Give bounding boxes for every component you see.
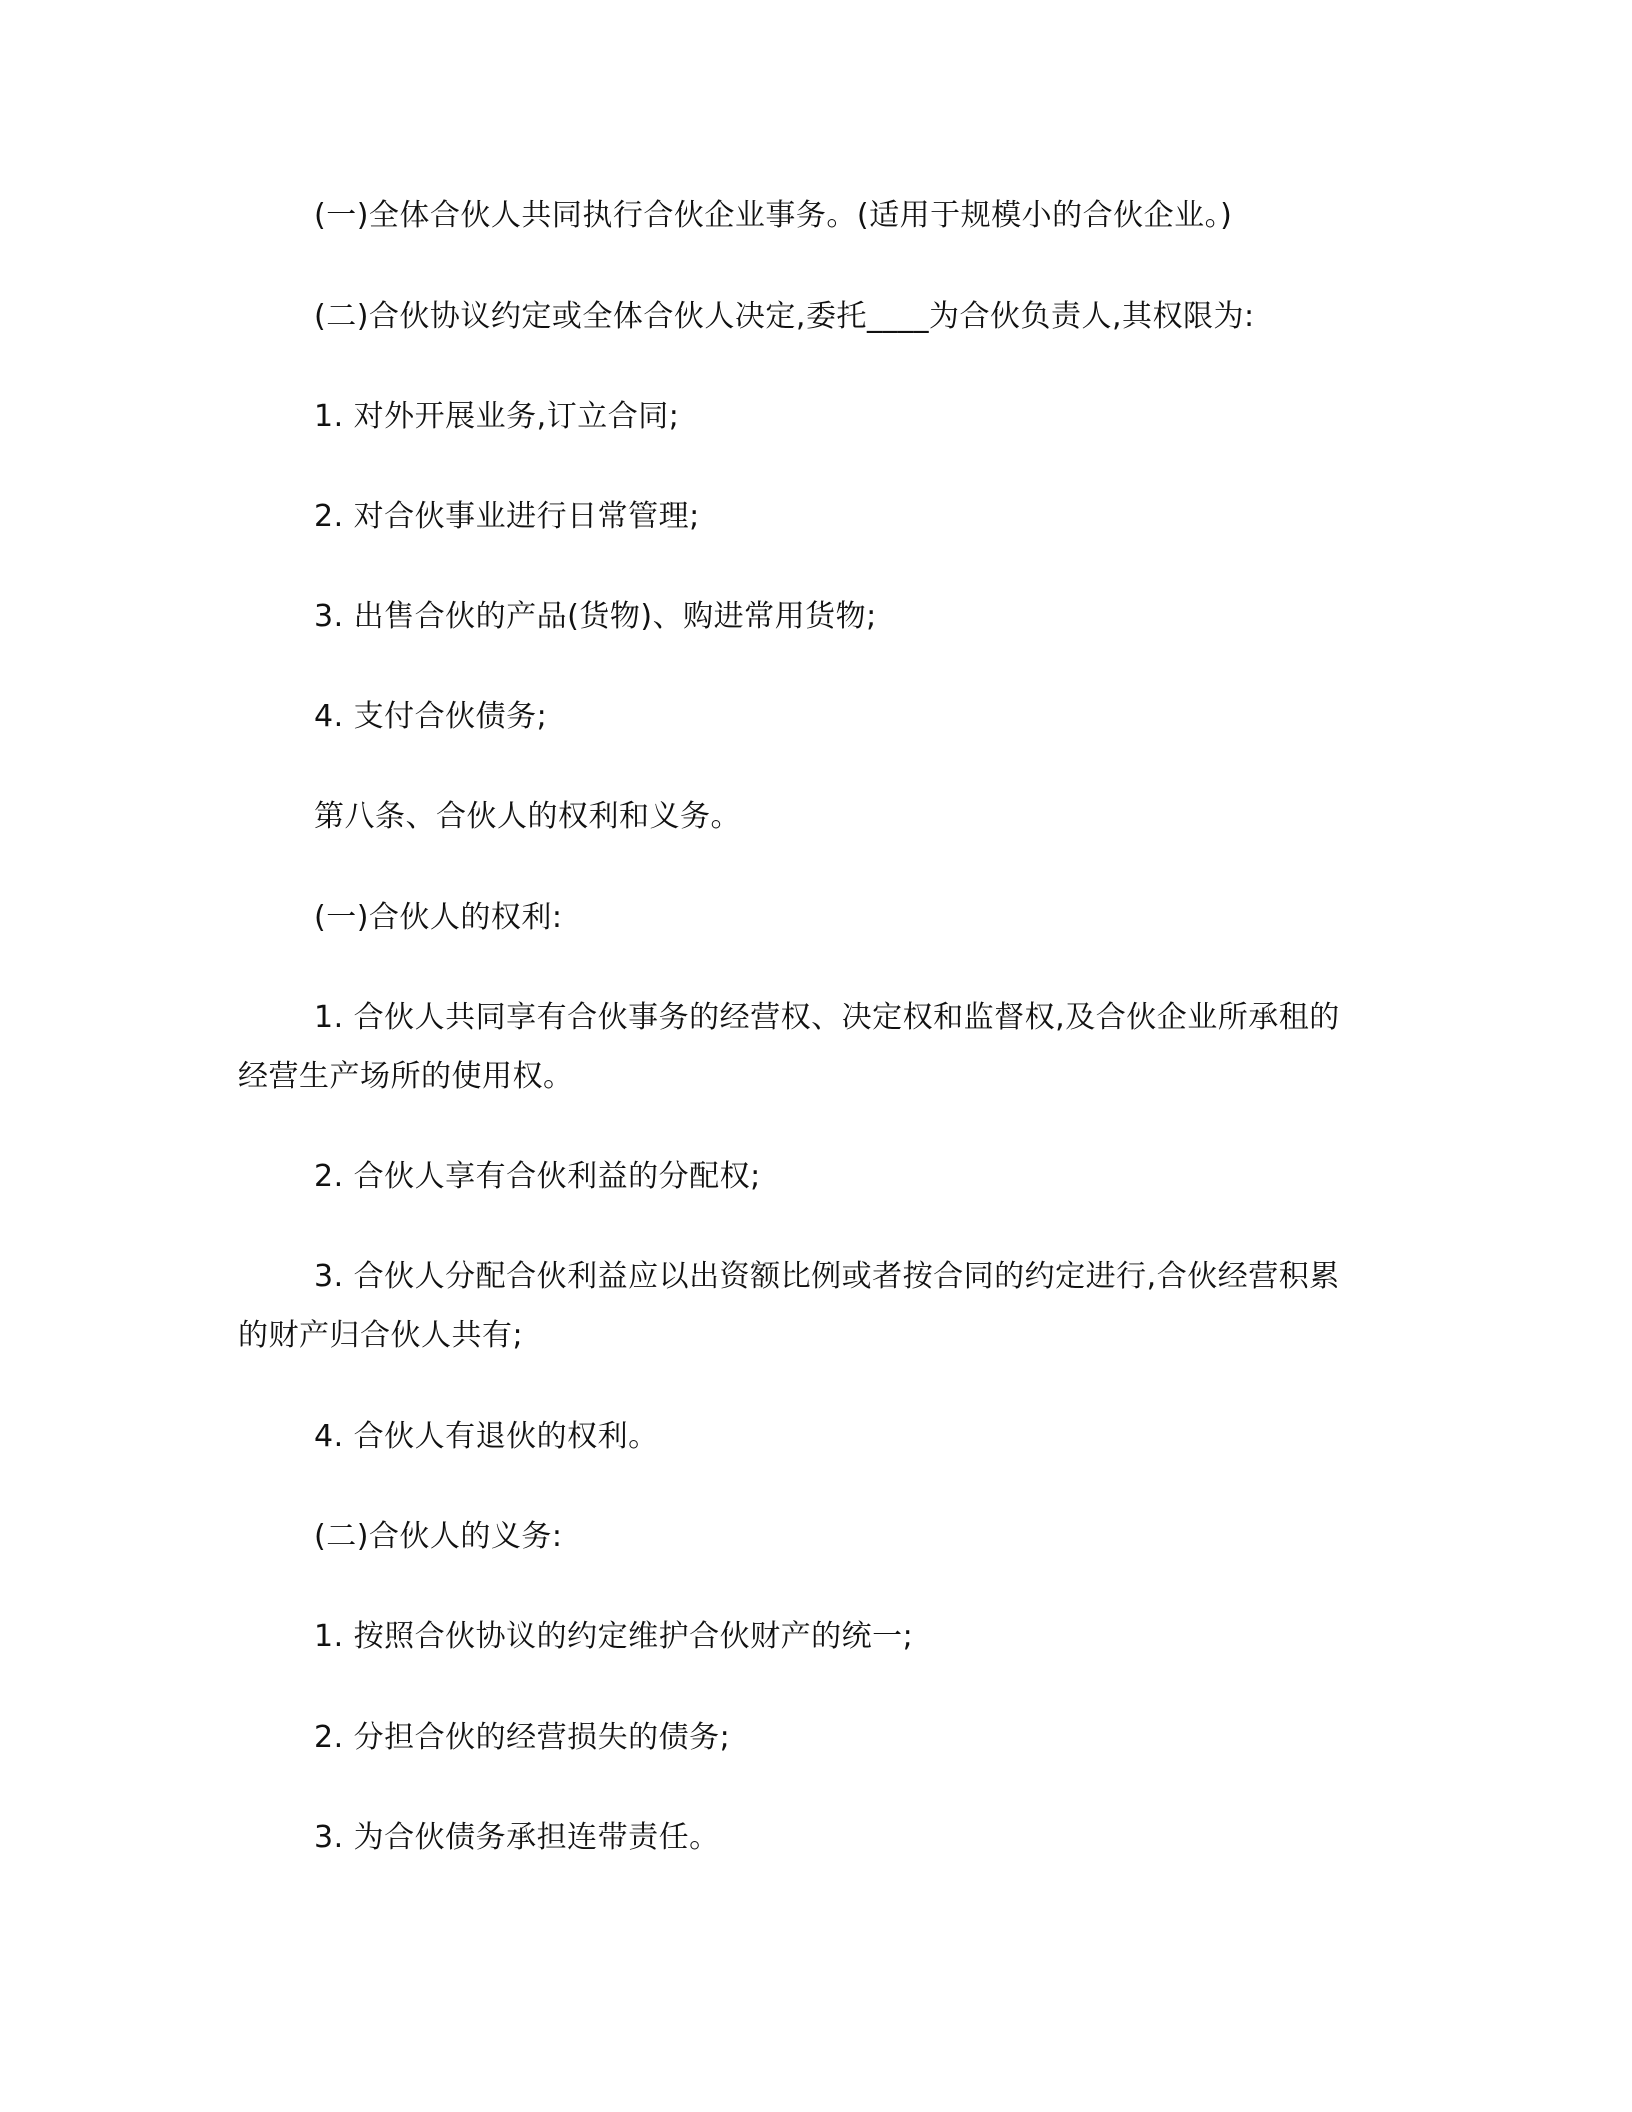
paragraph-11-line-1: 3. 合伙人分配合伙利益应以出资额比例或者按合同的约定进行,合伙经营积累 bbox=[314, 1259, 1340, 1294]
paragraph-5: 3. 出售合伙的产品(货物)、购进常用货物; bbox=[314, 599, 877, 634]
paragraph-1: (一)全体合伙人共同执行合伙企业事务。(适用于规模小的合伙企业。) bbox=[314, 198, 1233, 233]
paragraph-6: 4. 支付合伙债务; bbox=[314, 699, 548, 734]
paragraph-12: 4. 合伙人有退伙的权利。 bbox=[314, 1419, 659, 1454]
paragraph-15: 2. 分担合伙的经营损失的债务; bbox=[314, 1720, 731, 1755]
paragraph-14: 1. 按照合伙协议的约定维护合伙财产的统一; bbox=[314, 1619, 914, 1654]
paragraph-9-line-2: 经营生产场所的使用权。 bbox=[238, 1059, 574, 1094]
paragraph-10: 2. 合伙人享有合伙利益的分配权; bbox=[314, 1159, 761, 1194]
subsection-heading-duties: (二)合伙人的义务: bbox=[314, 1519, 563, 1554]
paragraph-16: 3. 为合伙债务承担连带责任。 bbox=[314, 1820, 720, 1855]
paragraph-3: 1. 对外开展业务,订立合同; bbox=[314, 399, 680, 434]
paragraph-2: (二)合伙协议约定或全体合伙人决定,委托____为合伙负责人,其权限为: bbox=[314, 299, 1255, 334]
paragraph-4: 2. 对合伙事业进行日常管理; bbox=[314, 499, 700, 534]
section-heading: 第八条、合伙人的权利和义务。 bbox=[314, 799, 741, 834]
subsection-heading-rights: (一)合伙人的权利: bbox=[314, 900, 563, 935]
paragraph-9-line-1: 1. 合伙人共同享有合伙事务的经营权、决定权和监督权,及合伙企业所承租的 bbox=[314, 1000, 1340, 1035]
paragraph-11-line-2: 的财产归合伙人共有; bbox=[238, 1318, 524, 1353]
